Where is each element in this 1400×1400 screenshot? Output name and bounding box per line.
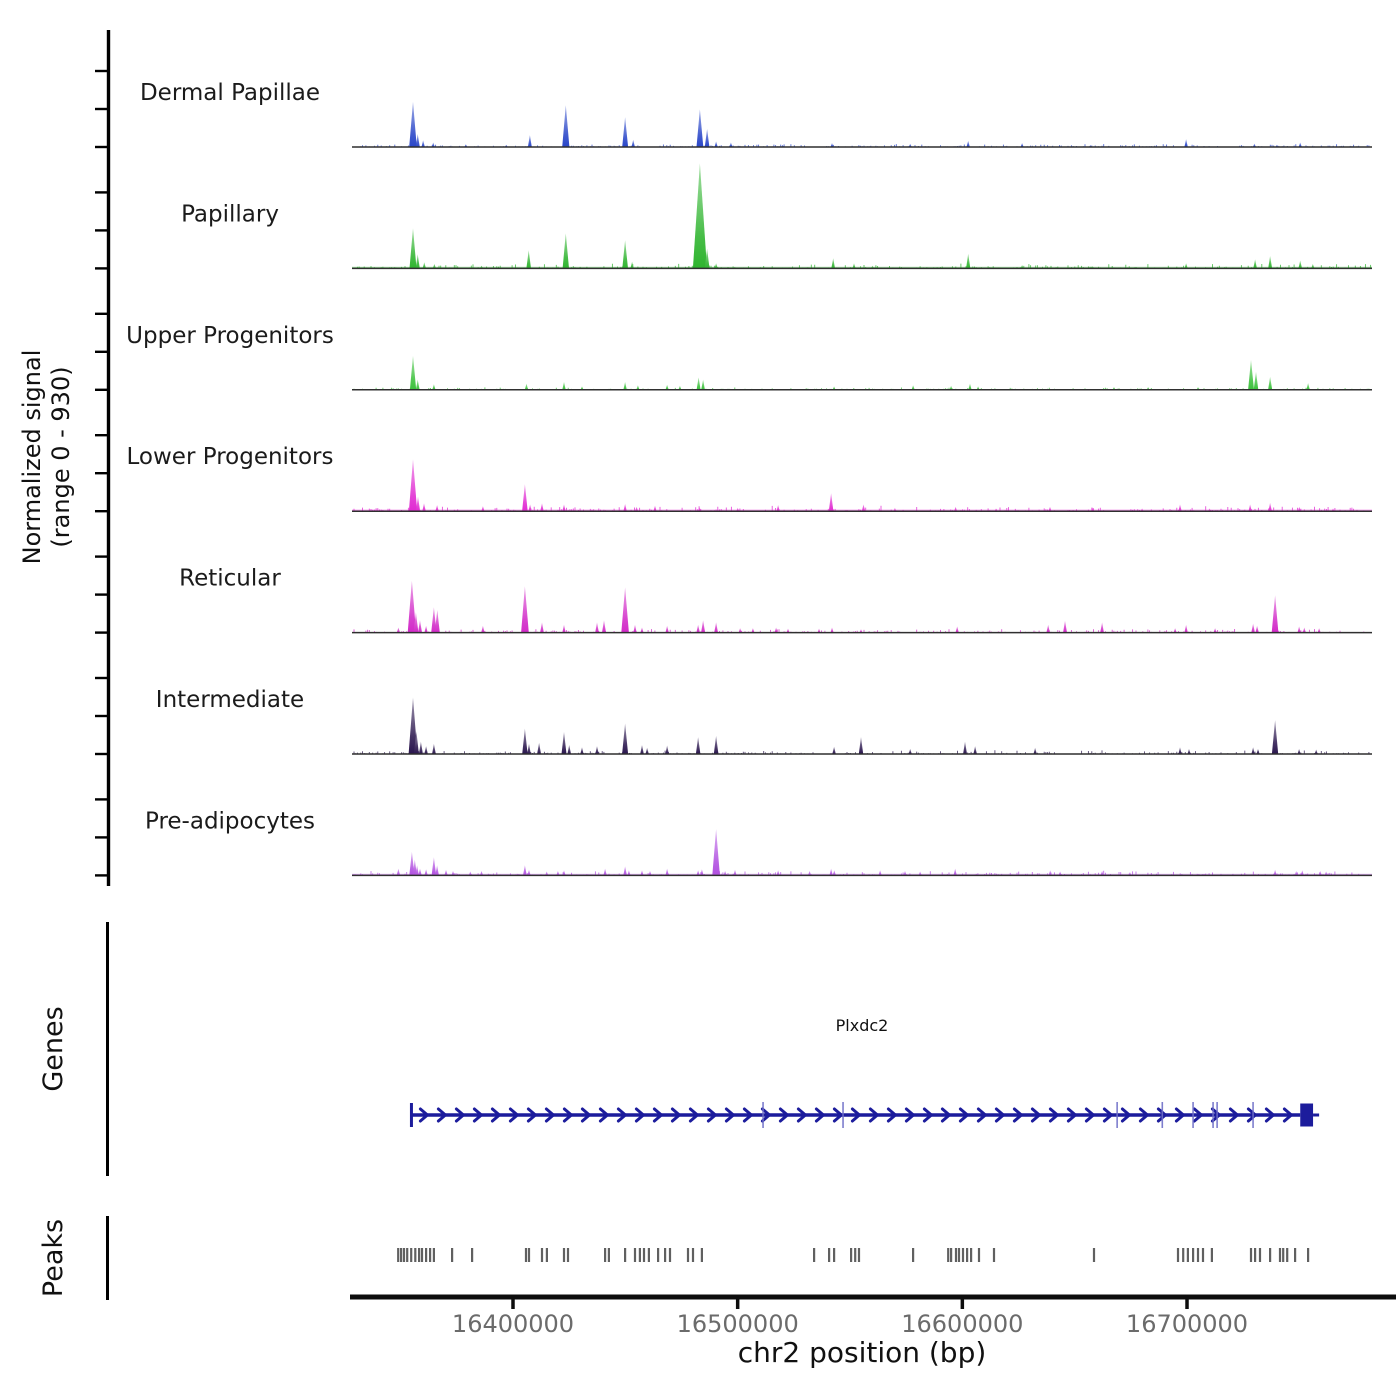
signal-peak	[954, 869, 957, 876]
peak-region-tick	[669, 1248, 671, 1262]
signal-peak	[1178, 747, 1181, 754]
signal-peak	[666, 869, 669, 876]
peak-region-tick	[687, 1248, 689, 1262]
peak-region-tick	[947, 1248, 949, 1262]
signal-peak	[562, 732, 567, 754]
signal-peak	[831, 628, 834, 633]
signal-peak	[527, 870, 530, 876]
signal-peak	[967, 141, 970, 147]
signal-peak	[562, 625, 565, 633]
signal-peak	[715, 141, 718, 147]
peak-region-tick	[1187, 1248, 1189, 1262]
peak-region-tick	[546, 1248, 548, 1262]
x-axis-tick-label: 16600000	[901, 1310, 1024, 1338]
signal-peak	[1306, 383, 1309, 390]
signal-track-pre-adipocytes	[95, 799, 1372, 875]
signal-peak	[424, 626, 427, 633]
signal-peak	[697, 870, 700, 875]
signal-peak	[537, 743, 541, 754]
signal-peak	[623, 866, 627, 875]
signal-peak	[623, 504, 626, 511]
track-label-intermediate: Intermediate	[155, 687, 305, 713]
peak-region-tick	[1202, 1248, 1204, 1262]
signal-peak	[623, 382, 626, 390]
peak-region-tick	[425, 1248, 427, 1262]
peak-region-tick	[833, 1248, 835, 1262]
signal-peak	[696, 737, 701, 754]
signal-peak	[1299, 261, 1303, 269]
y-axis-label-line1: Normalized signal	[18, 349, 46, 565]
signal-peak	[418, 869, 421, 876]
signal-peak	[646, 748, 649, 754]
peak-region-tick	[400, 1248, 402, 1262]
signal-peak	[540, 503, 544, 511]
signal-peak	[1188, 749, 1191, 754]
peak-region-tick	[993, 1248, 995, 1262]
peak-region-tick	[955, 1248, 957, 1262]
signal-peak	[563, 233, 569, 268]
peak-region-tick	[433, 1248, 435, 1262]
peak-region-tick	[813, 1248, 815, 1262]
signal-peak	[580, 747, 583, 754]
peak-region-tick	[525, 1248, 527, 1262]
signal-peak	[909, 749, 912, 754]
track-label-dermal-papillae: Dermal Papillae	[139, 80, 321, 106]
signal-peak	[418, 620, 422, 632]
peak-region-tick	[1192, 1248, 1194, 1262]
peak-region-tick	[978, 1248, 980, 1262]
signal-peak	[540, 622, 544, 632]
signal-peak	[705, 129, 710, 147]
peak-region-tick	[1259, 1248, 1261, 1262]
signal-peak	[410, 356, 416, 390]
signal-peak	[833, 870, 836, 875]
signal-track-reticular	[95, 557, 1372, 633]
peak-region-tick	[403, 1248, 405, 1262]
signal-peak	[697, 377, 701, 389]
signal-peak	[666, 385, 669, 390]
signal-peak	[595, 622, 599, 632]
signal-peak	[1185, 263, 1188, 268]
signal-peak	[956, 626, 959, 632]
peak-region-tick	[1197, 1248, 1199, 1262]
signal-peak	[777, 505, 780, 511]
signal-peak	[1046, 625, 1050, 633]
peak-region-tick	[1182, 1248, 1184, 1262]
peak-region-tick	[958, 1248, 960, 1262]
signal-peak	[622, 724, 628, 755]
signal-peak	[640, 628, 643, 633]
signal-peak	[424, 869, 427, 875]
signal-peak	[830, 869, 833, 876]
signal-peak	[522, 729, 527, 754]
peak-region-tick	[966, 1248, 968, 1262]
peak-region-tick	[451, 1248, 453, 1262]
peak-region-tick	[1279, 1248, 1281, 1262]
signal-peak	[424, 746, 428, 754]
peak-region-tick	[1177, 1248, 1179, 1262]
signal-track-intermediate	[95, 678, 1372, 754]
signal-peak	[733, 870, 736, 876]
peak-region-tick	[410, 1248, 412, 1262]
signal-peak	[522, 484, 528, 511]
signal-peak	[432, 744, 436, 754]
peak-region-tick	[421, 1248, 423, 1262]
signal-peak	[526, 250, 531, 268]
signal-peak	[627, 870, 630, 875]
signal-peak	[525, 384, 528, 390]
peak-region-tick	[624, 1248, 626, 1262]
signal-peak	[397, 869, 400, 876]
track-label-reticular: Reticular	[179, 565, 281, 592]
signal-peak	[528, 504, 531, 511]
signal-peak	[435, 865, 439, 875]
peak-region-tick	[608, 1248, 610, 1262]
y-axis-label-line2: (range 0 - 930)	[47, 366, 75, 548]
signal-peak	[416, 380, 420, 390]
peak-region-tick	[1269, 1248, 1271, 1262]
track-label-lower-progenitors: Lower Progenitors	[126, 444, 334, 471]
signal-peak	[416, 134, 420, 147]
peak-region-tick	[528, 1248, 530, 1262]
signal-peak	[693, 163, 707, 268]
peak-region-tick	[567, 1248, 569, 1262]
signal-peak	[567, 745, 571, 754]
signal-peak	[1253, 259, 1257, 268]
signal-peak	[481, 506, 484, 511]
peak-region-tick	[701, 1248, 703, 1262]
peak-region-tick	[429, 1248, 431, 1262]
signal-peak	[701, 380, 705, 390]
signal-peak	[603, 869, 606, 876]
peak-region-tick	[1307, 1248, 1309, 1262]
signal-peak	[666, 626, 669, 633]
peak-region-tick	[950, 1248, 952, 1262]
signal-peak	[1184, 625, 1187, 633]
x-axis-layer	[452, 1297, 1248, 1338]
signal-peak	[640, 745, 644, 754]
signal-peak	[423, 262, 426, 268]
signal-peak	[1272, 720, 1278, 754]
peak-region-tick	[406, 1248, 408, 1262]
signal-peak	[653, 506, 656, 512]
signal-peak	[435, 610, 440, 633]
signal-peak	[444, 870, 447, 876]
signal-peak	[622, 117, 628, 147]
signal-peak	[521, 586, 529, 632]
x-axis-title: chr2 position (bp)	[737, 1336, 987, 1369]
peak-region-tick	[692, 1248, 694, 1262]
signal-peak	[562, 105, 569, 147]
signal-peak	[622, 240, 628, 268]
peak-region-tick	[850, 1248, 852, 1262]
peak-regions-layer	[397, 1248, 1309, 1262]
peak-region-tick	[414, 1248, 416, 1262]
signal-peak	[714, 736, 719, 754]
signal-peak	[1034, 748, 1037, 754]
peak-region-tick	[970, 1248, 972, 1262]
signal-peak	[409, 459, 417, 511]
signal-peak	[1268, 256, 1272, 268]
signal-track-dermal-papillae	[95, 71, 1372, 147]
signal-peak	[409, 102, 417, 147]
signal-peak	[1184, 139, 1187, 147]
peak-region-tick	[471, 1248, 473, 1262]
track-label-papillary: Papillary	[181, 201, 279, 228]
peak-region-tick	[657, 1248, 659, 1262]
signal-peak	[831, 258, 835, 268]
signal-peak	[640, 870, 643, 875]
signal-peak	[968, 384, 971, 390]
signal-peak	[966, 254, 970, 269]
signal-peak	[714, 622, 718, 632]
signal-peak	[632, 140, 635, 147]
gene-model-layer	[411, 1102, 1319, 1128]
peak-region-tick	[639, 1248, 641, 1262]
peak-region-tick	[643, 1248, 645, 1262]
signal-peak	[523, 865, 527, 875]
signal-peak	[435, 505, 438, 511]
signal-peak	[777, 870, 780, 875]
track-label-pre-adipocytes: Pre-adipocytes	[144, 808, 316, 835]
signal-peak	[1256, 749, 1259, 754]
signal-track-upper-progenitors	[95, 314, 1372, 390]
signal-peak	[829, 493, 834, 511]
signal-peak	[701, 620, 705, 632]
signal-peak	[862, 504, 865, 511]
signal-peak	[1100, 622, 1104, 632]
signal-peak	[422, 140, 425, 147]
peak-region-tick	[1211, 1248, 1213, 1262]
peak-region-tick	[1250, 1248, 1252, 1262]
signal-peak	[1268, 377, 1272, 390]
peak-region-tick	[648, 1248, 650, 1262]
signal-peak	[859, 737, 863, 754]
signal-peak	[697, 109, 704, 147]
signal-peak	[715, 263, 718, 268]
signal-peak	[416, 254, 420, 268]
signal-peak	[527, 744, 531, 754]
peak-region-tick	[1294, 1248, 1296, 1262]
peak-region-tick	[397, 1248, 399, 1262]
signal-peak	[432, 384, 435, 390]
signal-peak	[1272, 595, 1279, 632]
signal-peak	[712, 829, 720, 875]
signal-track-lower-progenitors	[95, 435, 1372, 511]
peak-region-tick	[563, 1248, 565, 1262]
signal-peak	[1268, 503, 1272, 512]
gene-name-label: Plxdc2	[835, 1016, 889, 1035]
signal-peak	[595, 746, 599, 754]
signal-peak	[1298, 626, 1301, 632]
signal-peak	[1248, 360, 1254, 390]
signal-peak	[1063, 621, 1067, 633]
peak-region-tick	[912, 1248, 914, 1262]
genes-section-label: Genes	[38, 1006, 69, 1092]
x-axis-tick-label: 16400000	[451, 1310, 575, 1338]
signal-peak	[832, 747, 836, 754]
signal-peak	[1255, 626, 1258, 633]
peaks-section-label: Peaks	[38, 1218, 69, 1298]
peak-region-tick	[854, 1248, 856, 1262]
peak-region-tick	[1254, 1248, 1256, 1262]
signal-peak	[1301, 870, 1304, 875]
signal-peak	[1298, 749, 1301, 754]
signal-peak	[633, 625, 636, 633]
signal-peak	[879, 870, 882, 875]
peak-region-tick	[858, 1248, 860, 1262]
signal-peak	[410, 228, 417, 268]
signal-peak	[419, 742, 423, 754]
signal-peak	[621, 587, 629, 632]
x-axis-tick-label: 16500000	[676, 1310, 799, 1338]
track-label-upper-progenitors: Upper Progenitors	[126, 322, 334, 349]
peak-region-tick	[1093, 1248, 1095, 1262]
signal-peak	[853, 263, 856, 268]
peak-region-tick	[541, 1248, 543, 1262]
signal-peak	[1254, 372, 1259, 390]
peak-region-tick	[664, 1248, 666, 1262]
signal-peak	[665, 746, 669, 755]
peak-region-tick	[962, 1248, 964, 1262]
peak-region-tick	[634, 1248, 636, 1262]
signal-peak	[562, 382, 565, 390]
signal-peak	[1303, 628, 1306, 633]
signal-peak	[422, 503, 426, 511]
signal-peak	[397, 628, 400, 633]
gene-end-exon-block	[1300, 1104, 1313, 1127]
signal-peak	[562, 504, 565, 511]
gene-plxdc2	[411, 1102, 1319, 1128]
peak-region-tick	[1282, 1248, 1284, 1262]
signal-track-papillary	[95, 163, 1372, 268]
signal-peak	[696, 625, 700, 633]
signal-peak	[481, 626, 484, 633]
signal-peak	[963, 742, 967, 754]
signal-peak	[1178, 504, 1181, 511]
signal-peak	[602, 620, 606, 632]
signal-peak	[1274, 870, 1277, 876]
peak-region-tick	[1286, 1248, 1288, 1262]
peak-region-tick	[604, 1248, 606, 1262]
signal-peak	[1251, 747, 1254, 754]
x-axis-tick-label: 16700000	[1125, 1310, 1249, 1338]
peak-region-tick	[828, 1248, 830, 1262]
signal-peak	[1251, 624, 1255, 633]
signal-tracks-layer	[95, 71, 1372, 875]
peak-region-tick	[418, 1248, 420, 1262]
signal-peak	[973, 746, 977, 754]
signal-peak	[528, 135, 532, 147]
signal-peak	[1249, 504, 1252, 511]
signal-peak	[432, 857, 437, 875]
